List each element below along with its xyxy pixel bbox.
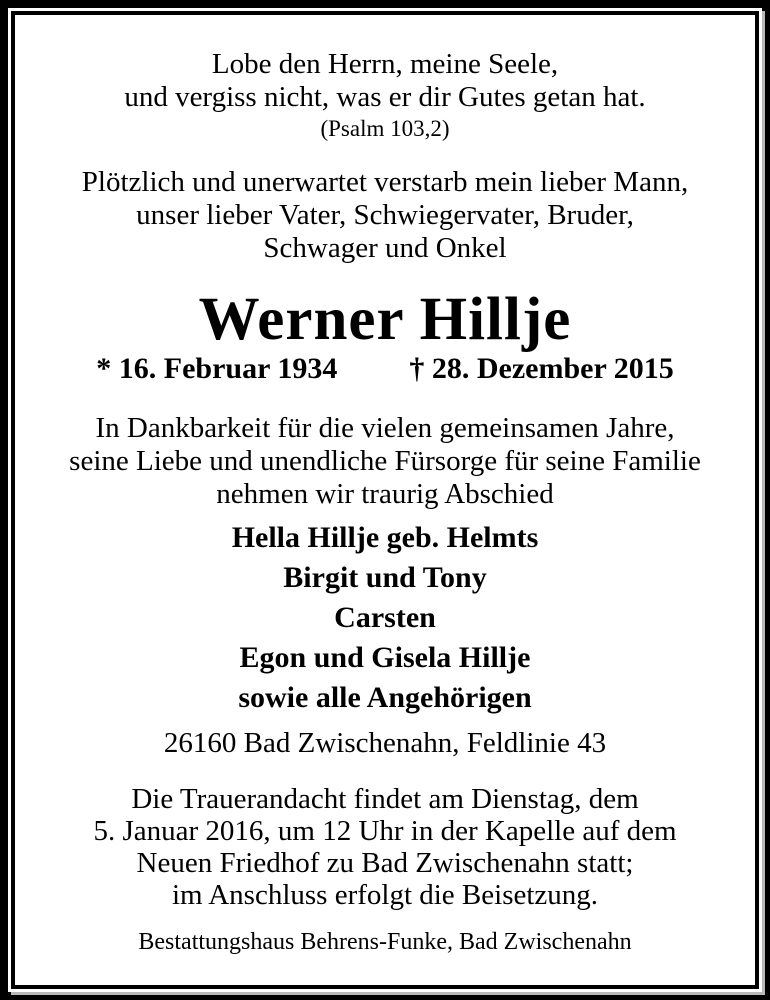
scripture-quote [15, 48, 755, 143]
intro-line-3: Schwager und Onkel [263, 232, 507, 264]
mourner-entry: Egon und Gisela Hillje [239, 641, 531, 674]
quote-source: (Psalm 103,2) [320, 116, 450, 141]
farewell-paragraph [15, 412, 755, 511]
life-dates [15, 353, 755, 385]
quote-line-1: Lobe den Herrn, meine Seele, [211, 48, 559, 80]
service-line-3: Neuen Friedhof zu Bad Zwischenahn statt; [136, 847, 634, 879]
funeral-home-credit: Bestattungshaus Behrens-Funke, Bad Zwischenahn [138, 929, 632, 955]
intro-line-1: Plötzlich und unerwartet verstarb mein lieber Mann, [81, 166, 689, 198]
home-address: 26160 Bad Zwischenahn, Feldlinie 43 [163, 727, 607, 759]
mourners-list [15, 518, 755, 718]
mourner-entry: Carsten [334, 601, 436, 634]
intro-paragraph [15, 166, 755, 265]
farewell-line-3: nehmen wir traurig Abschied [216, 478, 554, 510]
service-line-2: 5. Januar 2016, um 12 Uhr in der Kapelle auf dem [93, 815, 677, 847]
obituary-card [11, 11, 759, 989]
farewell-line-2: seine Liebe und unendliche Fürsorge für seine Familie [69, 445, 701, 477]
birth-date: * 16. Februar 1934 [96, 352, 338, 385]
service-line-1: Die Trauerandacht findet am Dienstag, dem [131, 783, 639, 815]
mourner-entry: Hella Hillje geb. Helmts [231, 521, 539, 554]
intro-line-2: unser lieber Vater, Schwiegervater, Bruder, [136, 199, 634, 231]
quote-line-2: und vergiss nicht, was er dir Gutes getan hat. [124, 81, 646, 113]
service-line-4: im Anschluss erfolgt die Beisetzung. [171, 879, 599, 911]
death-date: † 28. Dezember 2015 [409, 352, 674, 385]
mourner-entry: Birgit und Tony [283, 561, 487, 594]
farewell-line-1: In Dankbarkeit für die vielen gemeinsamen Jahre, [95, 412, 675, 444]
service-details [15, 783, 755, 911]
mourner-entry: sowie alle Angehörigen [238, 681, 532, 714]
deceased-name: Werner Hillje [198, 286, 572, 353]
